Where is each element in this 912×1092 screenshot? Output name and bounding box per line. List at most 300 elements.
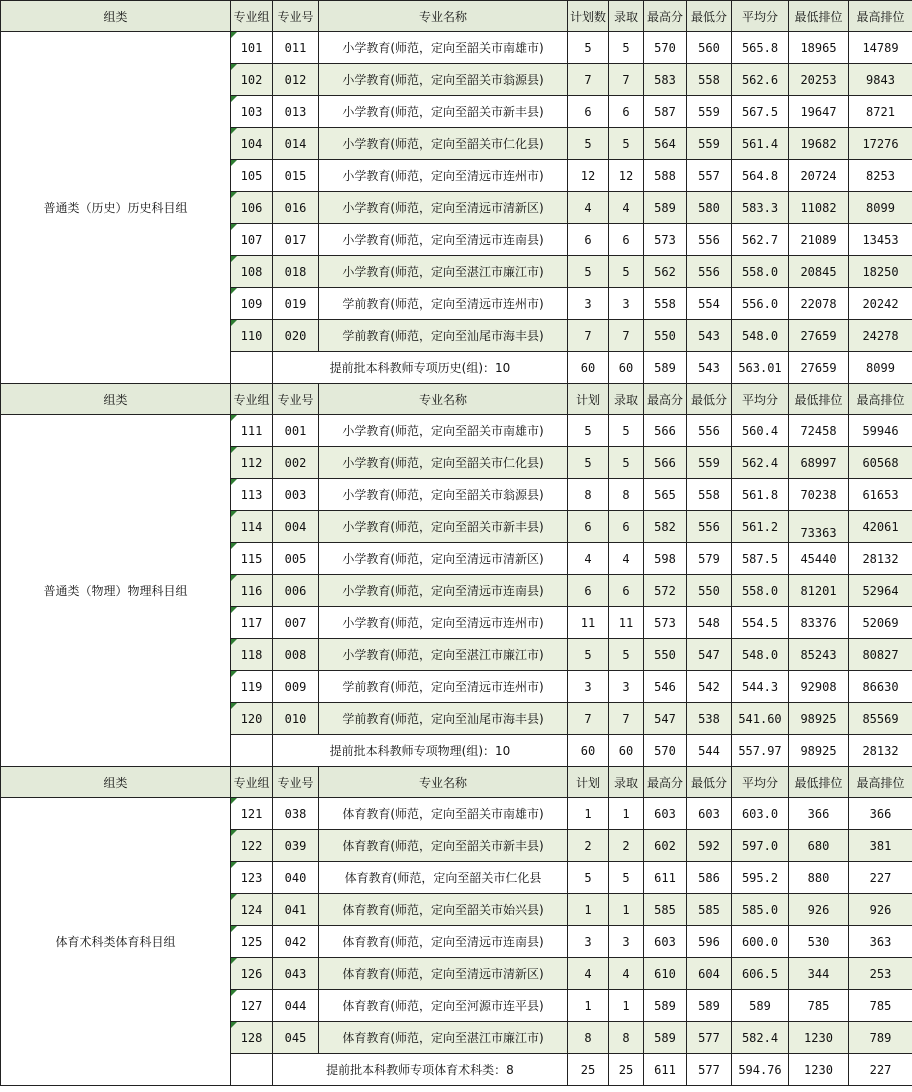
cell-name: 小学教育(师范，定向至清远市清新区) bbox=[319, 543, 568, 575]
cell-name: 小学教育(师范，定向至韶关市仁化县) bbox=[319, 128, 568, 160]
cell-admit: 6 bbox=[609, 224, 644, 256]
cell-gid: 103 bbox=[231, 96, 273, 128]
summary-max-rank: 28132 bbox=[849, 735, 912, 767]
cell-avg: 562.4 bbox=[732, 447, 789, 479]
cell-min-rank: 18965 bbox=[789, 32, 849, 64]
cell-max-rank: 8253 bbox=[849, 160, 912, 192]
cell-name: 体育教育(师范，定向至韶关市仁化县 bbox=[319, 862, 568, 894]
cell-min-rank: 344 bbox=[789, 958, 849, 990]
cell-avg: 564.8 bbox=[732, 160, 789, 192]
cell-min: 592 bbox=[687, 830, 732, 862]
cell-min-rank: 926 bbox=[789, 894, 849, 926]
cell-no: 008 bbox=[273, 639, 319, 671]
cell-gid: 108 bbox=[231, 256, 273, 288]
cell-min: 559 bbox=[687, 447, 732, 479]
cell-gid: 110 bbox=[231, 320, 273, 352]
cell-admit: 5 bbox=[609, 128, 644, 160]
cell-min: 558 bbox=[687, 64, 732, 96]
cell-max: 573 bbox=[644, 224, 687, 256]
header-plan: 计划 bbox=[568, 767, 609, 798]
cell-min: 560 bbox=[687, 32, 732, 64]
cell-no: 043 bbox=[273, 958, 319, 990]
cell-no: 014 bbox=[273, 128, 319, 160]
header-admit: 录取 bbox=[609, 384, 644, 415]
cell-admit: 6 bbox=[609, 575, 644, 607]
cell-no: 010 bbox=[273, 703, 319, 735]
header-min: 最低分 bbox=[687, 384, 732, 415]
cell-gid: 111 bbox=[231, 415, 273, 447]
cell-gid: 113 bbox=[231, 479, 273, 511]
cell-plan: 3 bbox=[568, 926, 609, 958]
table-row bbox=[1, 32, 912, 64]
cell-avg: 585.0 bbox=[732, 894, 789, 926]
cell-min-rank: 98925 bbox=[789, 703, 849, 735]
cell-avg: 597.0 bbox=[732, 830, 789, 862]
cell-admit: 5 bbox=[609, 415, 644, 447]
cell-no: 013 bbox=[273, 96, 319, 128]
cell-min-rank: 92908 bbox=[789, 671, 849, 703]
cell-min: 604 bbox=[687, 958, 732, 990]
cell-name: 小学教育(师范，定向至韶关市翁源县) bbox=[319, 479, 568, 511]
header-admit: 录取 bbox=[609, 1, 644, 32]
cell-avg: 554.5 bbox=[732, 607, 789, 639]
cell-no: 016 bbox=[273, 192, 319, 224]
cell-min-rank: 366 bbox=[789, 798, 849, 830]
cell-admit: 5 bbox=[609, 639, 644, 671]
cell-max-rank: 20242 bbox=[849, 288, 912, 320]
cell-min: 586 bbox=[687, 862, 732, 894]
cell-admit: 6 bbox=[609, 511, 644, 543]
cell-max-rank: 59946 bbox=[849, 415, 912, 447]
cell-min: 559 bbox=[687, 96, 732, 128]
cell-avg: 561.2 bbox=[732, 511, 789, 543]
cell-name: 体育教育(师范，定向至清远市连南县) bbox=[319, 926, 568, 958]
cell-gid: 107 bbox=[231, 224, 273, 256]
cell-gid: 112 bbox=[231, 447, 273, 479]
header-group: 组类 bbox=[1, 1, 231, 32]
cell-gid: 120 bbox=[231, 703, 273, 735]
header-major-no: 专业号 bbox=[273, 767, 319, 798]
cell-plan: 7 bbox=[568, 703, 609, 735]
header-major-group: 专业组 bbox=[231, 767, 273, 798]
cell-name: 体育教育(师范，定向至韶关市南雄市) bbox=[319, 798, 568, 830]
cell-avg: 561.8 bbox=[732, 479, 789, 511]
cell-plan: 4 bbox=[568, 958, 609, 990]
cell-gid: 105 bbox=[231, 160, 273, 192]
cell-plan: 8 bbox=[568, 1022, 609, 1054]
cell-min: 542 bbox=[687, 671, 732, 703]
header-max-rank: 最高排位 bbox=[849, 1, 912, 32]
cell-gid: 102 bbox=[231, 64, 273, 96]
cell-avg: 603.0 bbox=[732, 798, 789, 830]
cell-no: 044 bbox=[273, 990, 319, 1022]
cell-plan: 1 bbox=[568, 990, 609, 1022]
cell-max-rank: 366 bbox=[849, 798, 912, 830]
cell-min-rank: 22078 bbox=[789, 288, 849, 320]
cell-avg: 582.4 bbox=[732, 1022, 789, 1054]
cell-max: 589 bbox=[644, 1022, 687, 1054]
summary-min: 577 bbox=[687, 1054, 732, 1086]
summary-min-rank: 27659 bbox=[789, 352, 849, 384]
cell-gid: 126 bbox=[231, 958, 273, 990]
cell-min: 603 bbox=[687, 798, 732, 830]
cell-max: 546 bbox=[644, 671, 687, 703]
cell-name: 体育教育(师范，定向至清远市清新区) bbox=[319, 958, 568, 990]
cell-gid: 121 bbox=[231, 798, 273, 830]
header-max-rank: 最高排位 bbox=[849, 384, 912, 415]
cell-max-rank: 17276 bbox=[849, 128, 912, 160]
cell-name: 体育教育(师范，定向至韶关市始兴县) bbox=[319, 894, 568, 926]
cell-name: 小学教育(师范，定向至清远市连州市) bbox=[319, 607, 568, 639]
cell-plan: 6 bbox=[568, 575, 609, 607]
cell-min-rank: 72458 bbox=[789, 415, 849, 447]
cell-no: 045 bbox=[273, 1022, 319, 1054]
cell-max: 572 bbox=[644, 575, 687, 607]
cell-gid: 122 bbox=[231, 830, 273, 862]
cell-min: 585 bbox=[687, 894, 732, 926]
cell-max: 566 bbox=[644, 447, 687, 479]
cell-min: 548 bbox=[687, 607, 732, 639]
cell-max-rank: 227 bbox=[849, 862, 912, 894]
summary-plan: 60 bbox=[568, 352, 609, 384]
cell-max: 610 bbox=[644, 958, 687, 990]
cell-no: 012 bbox=[273, 64, 319, 96]
cell-max-rank: 13453 bbox=[849, 224, 912, 256]
cell-min-rank: 880 bbox=[789, 862, 849, 894]
cell-max: 566 bbox=[644, 415, 687, 447]
summary-avg: 594.76 bbox=[732, 1054, 789, 1086]
cell-avg: 558.0 bbox=[732, 256, 789, 288]
cell-max-rank: 85569 bbox=[849, 703, 912, 735]
cell-max-rank: 61653 bbox=[849, 479, 912, 511]
cell-avg: 544.3 bbox=[732, 671, 789, 703]
cell-max: 587 bbox=[644, 96, 687, 128]
cell-name: 小学教育(师范，定向至湛江市廉江市) bbox=[319, 256, 568, 288]
cell-name: 小学教育(师范，定向至湛江市廉江市) bbox=[319, 639, 568, 671]
cell-gid: 104 bbox=[231, 128, 273, 160]
summary-label: 提前批本科教师专项历史(组)：10 bbox=[273, 352, 568, 384]
cell-plan: 5 bbox=[568, 415, 609, 447]
cell-gid: 115 bbox=[231, 543, 273, 575]
cell-min: 556 bbox=[687, 256, 732, 288]
cell-gid: 106 bbox=[231, 192, 273, 224]
cell-gid: 109 bbox=[231, 288, 273, 320]
header-plan: 计划 bbox=[568, 384, 609, 415]
cell-plan: 5 bbox=[568, 639, 609, 671]
cell-max: 611 bbox=[644, 862, 687, 894]
cell-max: 564 bbox=[644, 128, 687, 160]
cell-no: 018 bbox=[273, 256, 319, 288]
cell-min: 558 bbox=[687, 479, 732, 511]
summary-empty-cell bbox=[231, 735, 273, 767]
cell-admit: 7 bbox=[609, 703, 644, 735]
cell-name: 体育教育(师范，定向至韶关市新丰县) bbox=[319, 830, 568, 862]
cell-name: 小学教育(师范，定向至清远市连州市) bbox=[319, 160, 568, 192]
cell-max: 570 bbox=[644, 32, 687, 64]
cell-name: 小学教育(师范，定向至韶关市仁化县) bbox=[319, 447, 568, 479]
cell-admit: 1 bbox=[609, 990, 644, 1022]
cell-min: 596 bbox=[687, 926, 732, 958]
cell-name: 小学教育(师范，定向至韶关市翁源县) bbox=[319, 64, 568, 96]
header-major-group: 专业组 bbox=[231, 384, 273, 415]
cell-plan: 5 bbox=[568, 32, 609, 64]
summary-max: 570 bbox=[644, 735, 687, 767]
cell-admit: 11 bbox=[609, 607, 644, 639]
cell-min: 556 bbox=[687, 511, 732, 543]
cell-plan: 8 bbox=[568, 479, 609, 511]
cell-min-rank: 85243 bbox=[789, 639, 849, 671]
cell-max-rank: 785 bbox=[849, 990, 912, 1022]
cell-no: 019 bbox=[273, 288, 319, 320]
cell-admit: 7 bbox=[609, 320, 644, 352]
cell-name: 学前教育(师范，定向至清远市连州市) bbox=[319, 671, 568, 703]
header-row bbox=[1, 767, 912, 798]
cell-no: 007 bbox=[273, 607, 319, 639]
cell-admit: 3 bbox=[609, 288, 644, 320]
cell-min: 559 bbox=[687, 128, 732, 160]
cell-admit: 5 bbox=[609, 447, 644, 479]
cell-max-rank: 52964 bbox=[849, 575, 912, 607]
cell-max: 603 bbox=[644, 926, 687, 958]
cell-gid: 114 bbox=[231, 511, 273, 543]
cell-admit: 2 bbox=[609, 830, 644, 862]
cell-max-rank: 52069 bbox=[849, 607, 912, 639]
group-name-cell: 普通类（历史）历史科目组 bbox=[1, 32, 231, 384]
cell-plan: 11 bbox=[568, 607, 609, 639]
cell-max: 589 bbox=[644, 192, 687, 224]
cell-min-rank: 45440 bbox=[789, 543, 849, 575]
cell-name: 小学教育(师范，定向至韶关市新丰县) bbox=[319, 96, 568, 128]
cell-max: 583 bbox=[644, 64, 687, 96]
cell-name: 体育教育(师范，定向至湛江市廉江市) bbox=[319, 1022, 568, 1054]
cell-no: 017 bbox=[273, 224, 319, 256]
cell-no: 001 bbox=[273, 415, 319, 447]
cell-max: 550 bbox=[644, 639, 687, 671]
cell-max: 589 bbox=[644, 990, 687, 1022]
cell-max: 585 bbox=[644, 894, 687, 926]
cell-plan: 12 bbox=[568, 160, 609, 192]
header-major-name: 专业名称 bbox=[319, 384, 568, 415]
summary-admit: 25 bbox=[609, 1054, 644, 1086]
cell-admit: 12 bbox=[609, 160, 644, 192]
header-group: 组类 bbox=[1, 767, 231, 798]
header-row bbox=[1, 384, 912, 415]
cell-avg: 558.0 bbox=[732, 575, 789, 607]
summary-min: 543 bbox=[687, 352, 732, 384]
cell-avg: 541.60 bbox=[732, 703, 789, 735]
cell-max: 547 bbox=[644, 703, 687, 735]
cell-name: 小学教育(师范，定向至韶关市南雄市) bbox=[319, 32, 568, 64]
cell-avg: 560.4 bbox=[732, 415, 789, 447]
cell-min-rank: 785 bbox=[789, 990, 849, 1022]
cell-plan: 6 bbox=[568, 96, 609, 128]
cell-gid: 124 bbox=[231, 894, 273, 926]
cell-avg: 567.5 bbox=[732, 96, 789, 128]
header-avg: 平均分 bbox=[732, 1, 789, 32]
cell-min: 543 bbox=[687, 320, 732, 352]
cell-gid: 119 bbox=[231, 671, 273, 703]
cell-admit: 5 bbox=[609, 256, 644, 288]
cell-min-rank: 680 bbox=[789, 830, 849, 862]
cell-min-rank: 21089 bbox=[789, 224, 849, 256]
summary-max: 589 bbox=[644, 352, 687, 384]
cell-no: 015 bbox=[273, 160, 319, 192]
cell-avg: 548.0 bbox=[732, 639, 789, 671]
cell-no: 038 bbox=[273, 798, 319, 830]
cell-max: 562 bbox=[644, 256, 687, 288]
cell-avg: 565.8 bbox=[732, 32, 789, 64]
cell-no: 005 bbox=[273, 543, 319, 575]
header-major-name: 专业名称 bbox=[319, 1, 568, 32]
cell-max: 598 bbox=[644, 543, 687, 575]
cell-admit: 4 bbox=[609, 958, 644, 990]
cell-name: 学前教育(师范，定向至清远市连州市) bbox=[319, 288, 568, 320]
cell-no: 040 bbox=[273, 862, 319, 894]
cell-max-rank: 86630 bbox=[849, 671, 912, 703]
cell-admit: 4 bbox=[609, 543, 644, 575]
header-min-rank: 最低排位 bbox=[789, 1, 849, 32]
cell-admit: 5 bbox=[609, 862, 644, 894]
cell-max: 602 bbox=[644, 830, 687, 862]
cell-gid: 116 bbox=[231, 575, 273, 607]
cell-name: 体育教育(师范，定向至河源市连平县) bbox=[319, 990, 568, 1022]
cell-min-rank: 81201 bbox=[789, 575, 849, 607]
cell-plan: 6 bbox=[568, 224, 609, 256]
cell-max: 558 bbox=[644, 288, 687, 320]
cell-max-rank: 14789 bbox=[849, 32, 912, 64]
cell-avg: 589 bbox=[732, 990, 789, 1022]
cell-gid: 117 bbox=[231, 607, 273, 639]
cell-plan: 5 bbox=[568, 256, 609, 288]
cell-name: 小学教育(师范，定向至韶关市南雄市) bbox=[319, 415, 568, 447]
cell-max-rank: 363 bbox=[849, 926, 912, 958]
cell-no: 009 bbox=[273, 671, 319, 703]
cell-max: 603 bbox=[644, 798, 687, 830]
cell-admit: 7 bbox=[609, 64, 644, 96]
summary-admit: 60 bbox=[609, 735, 644, 767]
cell-plan: 7 bbox=[568, 320, 609, 352]
cell-min-rank: 20845 bbox=[789, 256, 849, 288]
summary-plan: 25 bbox=[568, 1054, 609, 1086]
header-max: 最高分 bbox=[644, 767, 687, 798]
header-group: 组类 bbox=[1, 384, 231, 415]
cell-no: 006 bbox=[273, 575, 319, 607]
cell-name: 小学教育(师范，定向至清远市连南县) bbox=[319, 224, 568, 256]
header-major-group: 专业组 bbox=[231, 1, 273, 32]
summary-empty-cell bbox=[231, 352, 273, 384]
cell-min-rank bbox=[789, 511, 849, 543]
header-min: 最低分 bbox=[687, 1, 732, 32]
cell-avg: 587.5 bbox=[732, 543, 789, 575]
header-max: 最高分 bbox=[644, 384, 687, 415]
cell-admit: 1 bbox=[609, 894, 644, 926]
cell-avg: 561.4 bbox=[732, 128, 789, 160]
cell-plan: 7 bbox=[568, 64, 609, 96]
cell-gid: 128 bbox=[231, 1022, 273, 1054]
cell-max-rank: 42061 bbox=[849, 511, 912, 543]
cell-admit: 3 bbox=[609, 671, 644, 703]
header-major-no: 专业号 bbox=[273, 1, 319, 32]
cell-plan: 3 bbox=[568, 288, 609, 320]
cell-plan: 1 bbox=[568, 798, 609, 830]
group-name-cell: 体育术科类体育科目组 bbox=[1, 798, 231, 1086]
cell-max-rank: 24278 bbox=[849, 320, 912, 352]
cell-no: 020 bbox=[273, 320, 319, 352]
cell-min: 547 bbox=[687, 639, 732, 671]
cell-name: 学前教育(师范，定向至汕尾市海丰县) bbox=[319, 703, 568, 735]
cell-max-rank: 60568 bbox=[849, 447, 912, 479]
header-major-name: 专业名称 bbox=[319, 767, 568, 798]
header-admit: 录取 bbox=[609, 767, 644, 798]
cell-min: 579 bbox=[687, 543, 732, 575]
cell-max-rank: 926 bbox=[849, 894, 912, 926]
cell-max-rank: 18250 bbox=[849, 256, 912, 288]
cell-avg: 606.5 bbox=[732, 958, 789, 990]
cell-plan: 5 bbox=[568, 447, 609, 479]
cell-no: 002 bbox=[273, 447, 319, 479]
cell-plan: 2 bbox=[568, 830, 609, 862]
cell-plan: 6 bbox=[568, 511, 609, 543]
header-min: 最低分 bbox=[687, 767, 732, 798]
header-plan: 计划数 bbox=[568, 1, 609, 32]
cell-max: 582 bbox=[644, 511, 687, 543]
cell-min-rank: 20253 bbox=[789, 64, 849, 96]
cell-name: 小学教育(师范，定向至清远市清新区) bbox=[319, 192, 568, 224]
summary-label: 提前批本科教师专项物理(组)：10 bbox=[273, 735, 568, 767]
cell-min-rank: 19647 bbox=[789, 96, 849, 128]
summary-min-rank: 1230 bbox=[789, 1054, 849, 1086]
header-row bbox=[1, 1, 912, 32]
cell-admit: 8 bbox=[609, 479, 644, 511]
header-avg: 平均分 bbox=[732, 384, 789, 415]
cell-admit: 8 bbox=[609, 1022, 644, 1054]
cell-min-rank: 11082 bbox=[789, 192, 849, 224]
summary-avg: 557.97 bbox=[732, 735, 789, 767]
cell-min-rank: 70238 bbox=[789, 479, 849, 511]
table-row bbox=[1, 798, 912, 830]
cell-min: 556 bbox=[687, 224, 732, 256]
cell-min: 538 bbox=[687, 703, 732, 735]
cell-admit: 4 bbox=[609, 192, 644, 224]
cell-min: 580 bbox=[687, 192, 732, 224]
cell-avg: 595.2 bbox=[732, 862, 789, 894]
cell-admit: 3 bbox=[609, 926, 644, 958]
cell-avg: 600.0 bbox=[732, 926, 789, 958]
header-avg: 平均分 bbox=[732, 767, 789, 798]
cell-gid: 125 bbox=[231, 926, 273, 958]
cell-gid: 101 bbox=[231, 32, 273, 64]
cell-no: 004 bbox=[273, 511, 319, 543]
cell-max-rank: 789 bbox=[849, 1022, 912, 1054]
cell-avg: 562.6 bbox=[732, 64, 789, 96]
summary-admit: 60 bbox=[609, 352, 644, 384]
cell-max-rank: 9843 bbox=[849, 64, 912, 96]
group-name-cell: 普通类（物理）物理科目组 bbox=[1, 415, 231, 767]
cell-admit: 5 bbox=[609, 32, 644, 64]
cell-no: 011 bbox=[273, 32, 319, 64]
cell-plan: 4 bbox=[568, 543, 609, 575]
cell-gid: 123 bbox=[231, 862, 273, 894]
cell-min: 589 bbox=[687, 990, 732, 1022]
summary-empty-cell bbox=[231, 1054, 273, 1086]
cell-name: 小学教育(师范，定向至清远市连南县) bbox=[319, 575, 568, 607]
summary-max: 611 bbox=[644, 1054, 687, 1086]
header-major-no: 专业号 bbox=[273, 384, 319, 415]
cell-plan: 4 bbox=[568, 192, 609, 224]
cell-admit: 1 bbox=[609, 798, 644, 830]
cell-gid: 127 bbox=[231, 990, 273, 1022]
cell-plan: 1 bbox=[568, 894, 609, 926]
